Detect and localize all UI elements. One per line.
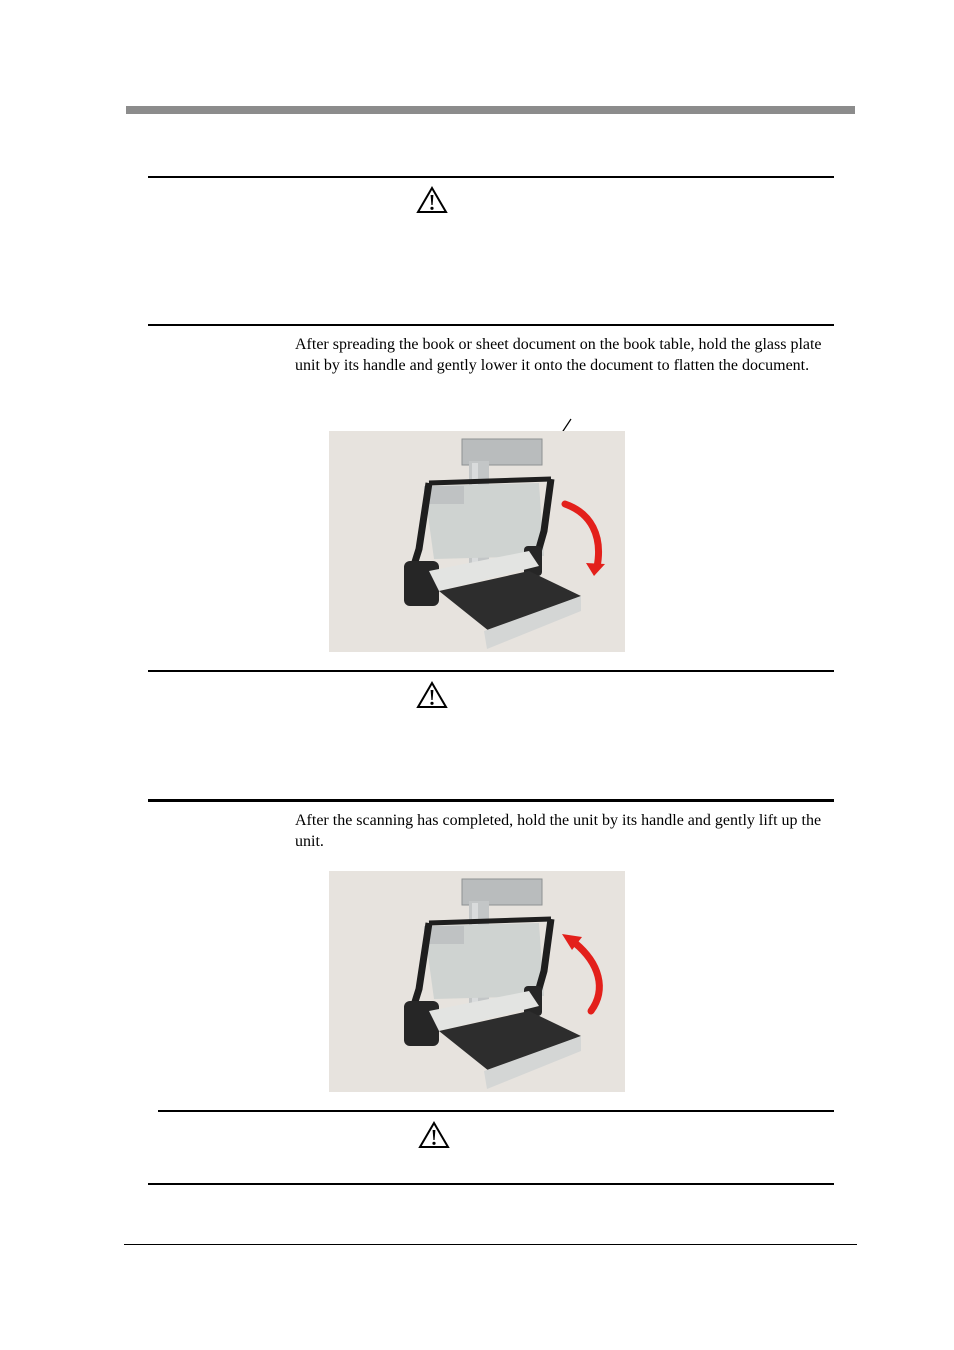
footer-rule: [124, 1244, 857, 1245]
header-bar: [126, 106, 855, 114]
caution-top-rule-2: [148, 670, 834, 672]
caution-top-rule-1: [148, 176, 834, 178]
step-2-text: After the scanning has completed, hold the unit by its handle and gently lift up the unit.: [295, 812, 822, 850]
step-1-text: After spreading the book or sheet document on the book table, hold the glass plate unit by its handle and gently lower it onto the document to flatten the document.: [295, 336, 822, 374]
caution-bottom-rule-2: [148, 799, 834, 802]
scanner-lift-photo: [329, 871, 625, 1092]
warning-triangle-icon: [416, 681, 448, 709]
warning-triangle-icon: [416, 186, 448, 214]
caution-bottom-rule-3: [148, 1183, 834, 1185]
caution-top-rule-3: [158, 1110, 834, 1112]
caution-bottom-rule-1: [148, 324, 834, 326]
scanner-lower-photo: [329, 431, 625, 652]
warning-triangle-icon: [418, 1121, 450, 1149]
